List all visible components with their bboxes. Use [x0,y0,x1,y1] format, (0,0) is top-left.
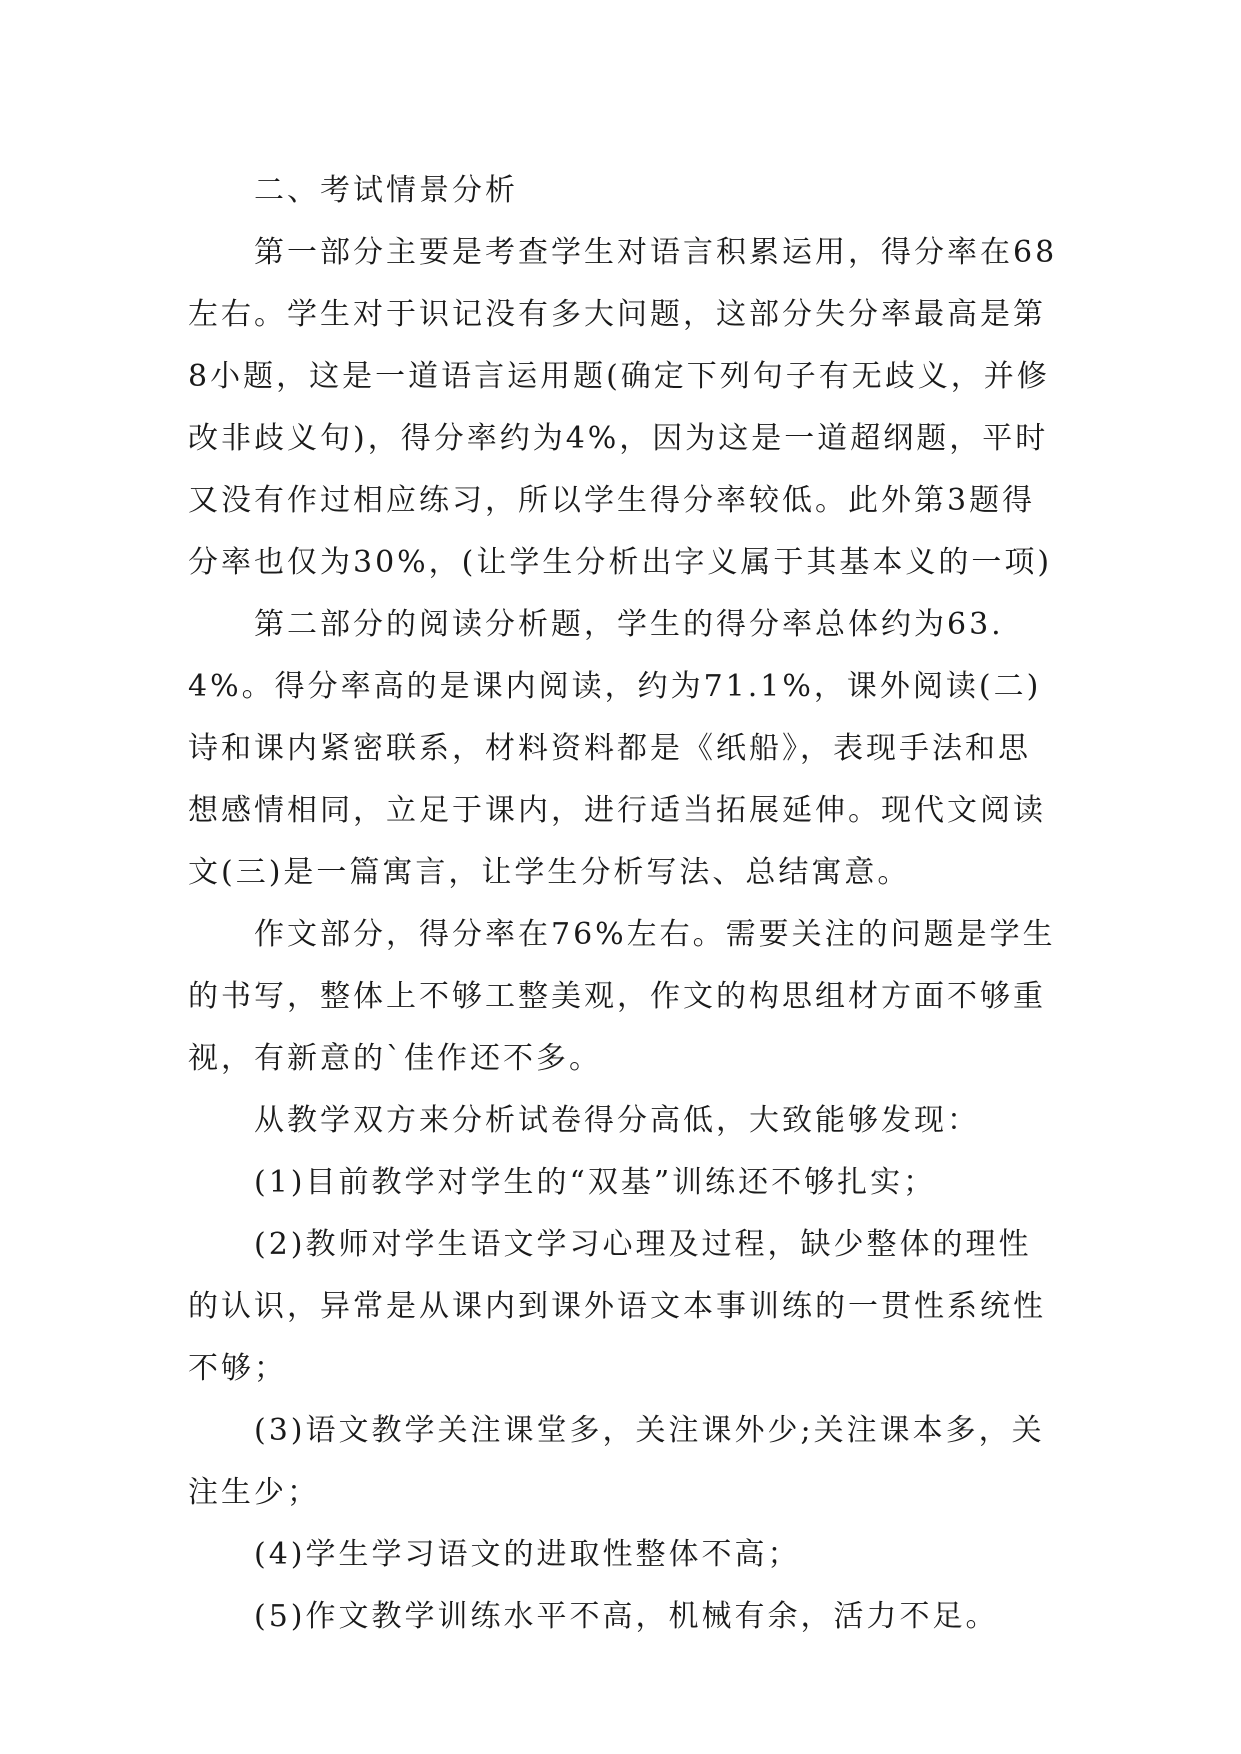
paragraph-composition: 作文部分，得分率在76%左右。需要关注的问题是学生的书写，整体上不够工整美观，作文的构思组材方面不够重视，有新意的`佳作还不多。 [188,917,1056,1076]
paragraph-part-two: 第二部分的阅读分析题，学生的得分率总体约为63.4%。得分率高的是课内阅读，约为71.1%，课外阅读(二)诗和课内紧密联系，材料资料都是《纸船》，表现手法和思想感情相同，立足于课内，进行适当拓展延伸。现代文阅读文(三)是一篇寓言，让学生分析写法、总结寓意。 [188,607,1046,890]
paragraph-analysis-intro: 从教学双方来分析试卷得分高低，大致能够发现： [254,1103,980,1138]
section-heading: 二、考试情景分析 [254,173,518,208]
list-item-2: (2)教师对学生语文学习心理及过程，缺少整体的理性的认识，异常是从课内到课外语文本事训练的一贯性系统性不够； [188,1227,1046,1386]
list-item-3: (3)语文教学关注课堂多，关注课外少;关注课本多，关注生少； [188,1413,1045,1510]
list-item-4: (4)学生学习语文的进取性整体不高； [254,1537,801,1572]
list-item-1: (1)目前教学对学生的“双基”训练还不够扎实； [254,1165,937,1200]
document-page [188,160,1058,1648]
paragraph-part-one: 第一部分主要是考查学生对语言积累运用，得分率在68左右。学生对于识记没有多大问题，这部分失分率最高是第8小题，这是一道语言运用题(确定下列句子有无歧义，并修改非歧义句)，得分率约为4%，因为这是一道超纲题，平时又没有作过相应练习，所以学生得分率较低。此外第3题得分率也仅为30%，(让学生分析出字义属于其基本义的一项) [188,235,1058,580]
list-item-5: (5)作文教学训练水平不高，机械有余，活力不足。 [254,1599,999,1634]
